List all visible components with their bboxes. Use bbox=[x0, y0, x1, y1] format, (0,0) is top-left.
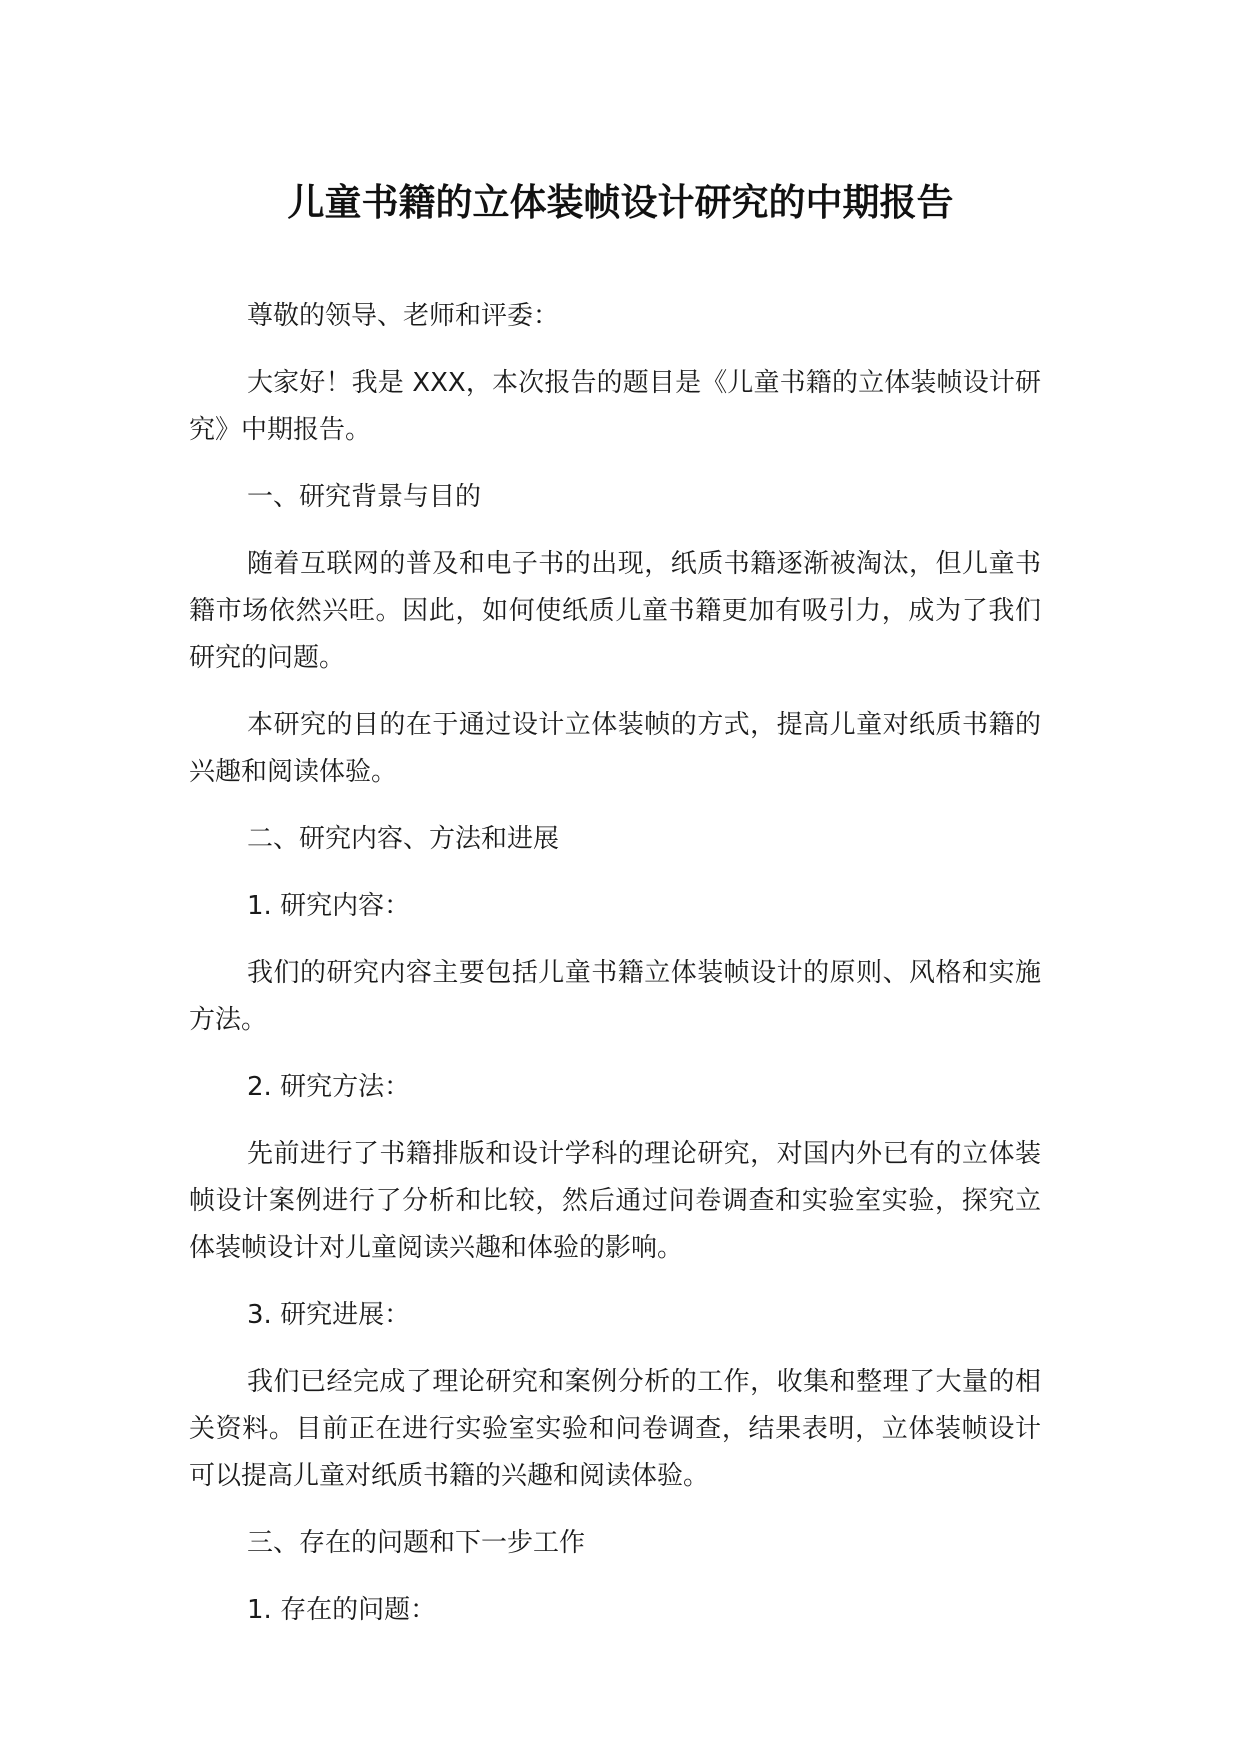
document-title: 儿童书籍的立体装帧设计研究的中期报告 bbox=[287, 181, 954, 224]
research-method-paragraph: 先前进行了书籍排版和设计学科的理论研究，对国内外已有的立体装帧设计案例进行了分析和比较，然后通过问卷调查和实验室实验，探究立体装帧设计对儿童阅读兴趣和体验的影响。 bbox=[189, 1139, 1041, 1263]
intro-paragraph: 大家好！我是 XXX，本次报告的题目是《儿童书籍的立体装帧设计研究》中期报告。 bbox=[189, 368, 1041, 445]
research-content-paragraph: 我们的研究内容主要包括儿童书籍立体装帧设计的原则、风格和实施方法。 bbox=[189, 958, 1041, 1035]
research-progress-paragraph: 我们已经完成了理论研究和案例分析的工作，收集和整理了大量的相关资料。目前正在进行实验室实验和问卷调查，结果表明，立体装帧设计可以提高儿童对纸质书籍的兴趣和阅读体验。 bbox=[189, 1367, 1041, 1491]
greeting-paragraph: 尊敬的领导、老师和评委： bbox=[247, 301, 560, 331]
subheading-existing-problems: 1. 存在的问题： bbox=[247, 1595, 437, 1625]
section-heading-problems: 三、存在的问题和下一步工作 bbox=[247, 1528, 586, 1558]
background-paragraph: 随着互联网的普及和电子书的出现，纸质书籍逐渐被淘汰，但儿童书籍市场依然兴旺。因此，如何使纸质儿童书籍更加有吸引力，成为了我们研究的问题。 bbox=[189, 549, 1041, 673]
purpose-paragraph: 本研究的目的在于通过设计立体装帧的方式，提高儿童对纸质书籍的兴趣和阅读体验。 bbox=[189, 710, 1041, 787]
subheading-research-content: 1. 研究内容： bbox=[247, 891, 411, 921]
section-heading-background: 一、研究背景与目的 bbox=[247, 482, 482, 512]
section-heading-content: 二、研究内容、方法和进展 bbox=[247, 824, 560, 854]
subheading-research-progress: 3. 研究进展： bbox=[247, 1300, 411, 1330]
subheading-research-method: 2. 研究方法： bbox=[247, 1072, 411, 1102]
document-body bbox=[189, 293, 1041, 1654]
